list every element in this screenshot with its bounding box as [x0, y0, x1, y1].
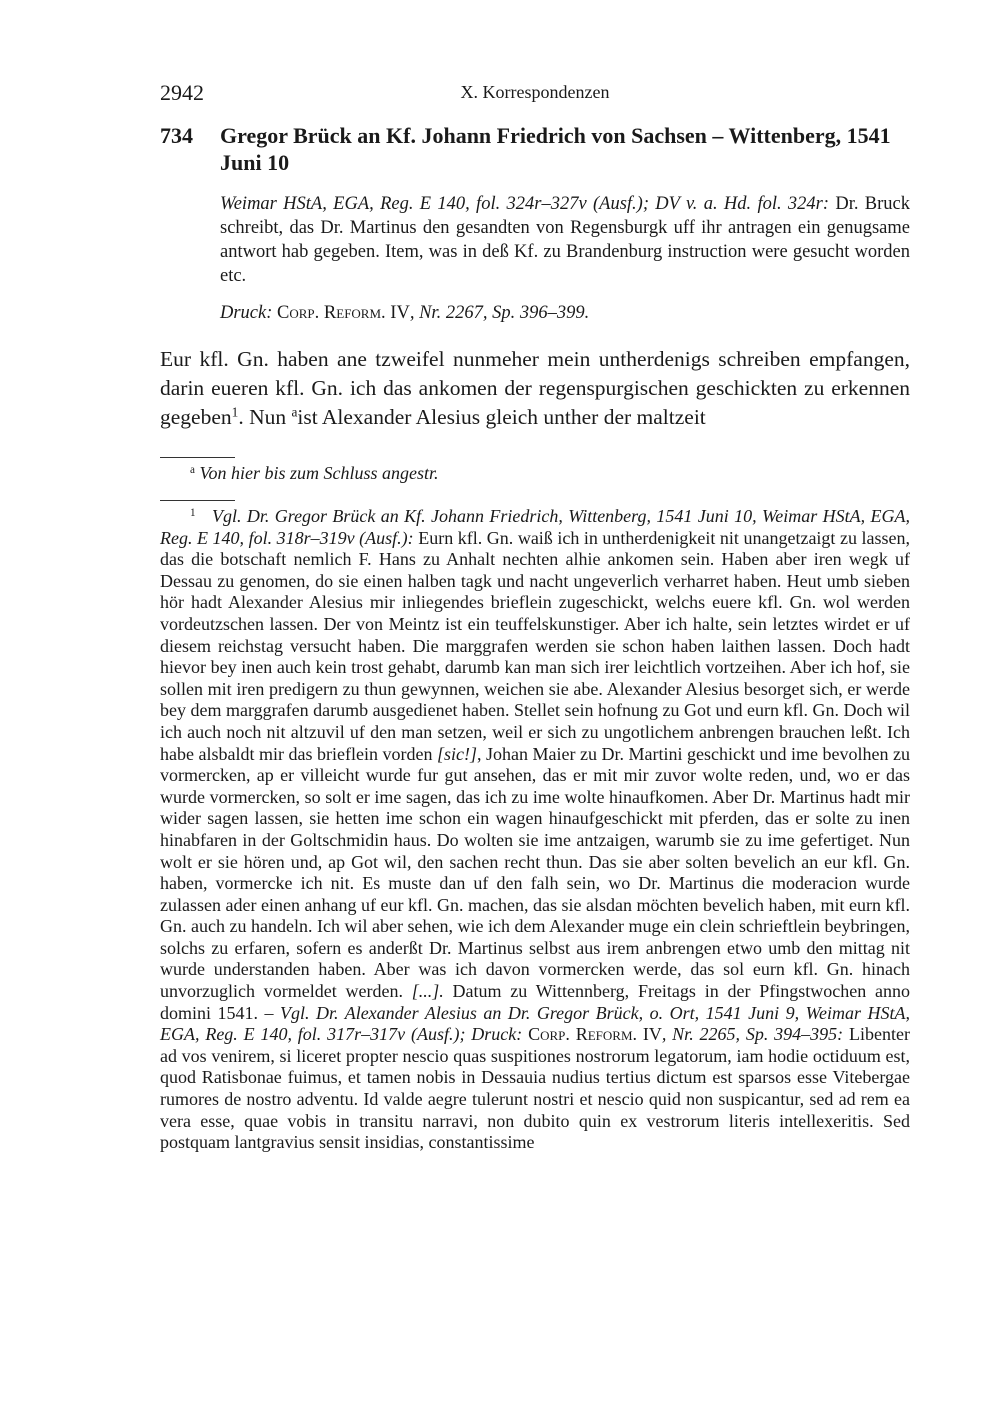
dorsal-note-text: Dr. Bruck schreibt, das Dr. Martinus den gesandten von Regensburgk uff ihr antragen ein genugsame antwort hab gegeben. Item, was in deß Kf. zu Brandenburg instruction were gesucht worden etc.: [220, 194, 910, 286]
footnote-reference: 1: [231, 404, 239, 420]
letter-text-part: Eur kfl. Gn. haben ane tzweifel nunmeher mein untherdenigs schreiben empfangen, darin eueren kfl. Gn. ich das ankomen der regenspurgischen geschickten zu erkennen gegeben: [160, 347, 910, 429]
editorial-ellipsis: [...].: [411, 981, 444, 1002]
page-number: 2942: [160, 80, 204, 105]
document-number: 734: [160, 123, 193, 148]
print-reference: [220, 301, 910, 325]
footnote-1: [160, 506, 910, 1154]
footnote-divider: [160, 457, 235, 458]
print-volume: IV: [637, 1024, 662, 1045]
print-volume: IV: [385, 303, 410, 323]
print-label: Druck:: [220, 303, 273, 323]
footnote-divider: [160, 500, 235, 501]
footnote-text: Von hier bis zum Schluss angestr.: [199, 463, 439, 483]
footnote-reference-text: Vgl. Dr. Alexander Alesius an Dr. Gregor Brück, o. Ort, 1541 Juni 9, Weimar HStA, EGA, Reg. E 140, fol. 317r–317v (Ausf.); Druck:: [160, 1002, 910, 1045]
editorial-sic: [sic!]: [436, 743, 477, 764]
variant-reference: a: [291, 404, 298, 420]
print-location: , Nr. 2267, Sp. 396–399.: [409, 303, 590, 323]
footnote-mark: 1: [190, 506, 196, 519]
footnote-reference-text: Vgl. Dr. Gregor Brück an Kf. Johann Friedrich, Wittenberg, 1541 Juni 10, Weimar HStA, EGA, Reg. E 140, fol. 318r–319v (Ausf.):: [160, 506, 910, 548]
letter-text-part: ist Alexander Alesius gleich unther der maltzeit: [297, 405, 706, 429]
print-source: Corp. Reform.: [277, 303, 386, 323]
footnote-quote: , Johan Maier zu Dr. Martini geschickt und ime bevolhen zu vormercken, ap er villeicht wurde fur gut ansehen, das er mit mir zuvor wolte reden, und, wo er das wurde vormercken, so solt er ime sagen, das ich zu ime wolte hinaufkomen. Aber Dr. Martinus hadt mir wider sagen lassen, sie hetten ime schon ein wagen hinaufgeschickt mit pferden, das er solte zu inen hinabfaren in der Goltschmidin haus. Do wolten sie ime antzaigen, warumb sie zu ime gefertiget. Nun wolt er sie hören und, ap Got wil, den sachen recht thun. Das sie aber solten bevelich an eur kfl. Gn. haben, vormercke ich nit. Es muste dan uf den falh sein, wo Dr. Martinus die moderacion wurde zulassen ader einen anhang uf eur kfl. Gn. machen, das sie alsdan möchten bevelich haben, mit eurn kfl. Gn. auch zu handeln. Ich wil aber sehen, wie ich dem Alexander muge ein clein schrieftlein beybringen, solchs zu erfaren, sofern es anderßt Dr. Martinus selbst aus irem anbrengen etwo umb den mittag nit wurde understanden haben. Aber was ich davon vormercken werde, das sol eurn kfl. Gn. hinach unvorzuglich vormeldet werden.: [160, 743, 910, 1002]
latin-quote: Libenter ad vos venirem, si liceret propter nescio quas suspitiones nostrorum legatorum, iam hodie octiduum est, quod Ratisbonae fuimus, et tamen nobis in Dessauia nudius tertius dictum est sparsos esse Vitebergae rumores de nostro adventu. Id valde aegre tulerunt nostri et nescio quid non suspicantur, sed ad rem ea vera esse, quae vobis in transitu narravi, non dubito quin ex vestrorum literis intellexeritis. Sed postquam lantgravius sensit insidias, constantissime: [160, 1024, 910, 1153]
section-title: X. Korrespondenzen: [460, 82, 610, 102]
footnote-quote: Datum zu Wittennberg, Freitags in der Pfingstwochen anno domini 1541. –: [160, 981, 910, 1023]
footnote-mark: a: [190, 463, 195, 476]
footnote-quote: Eurn kfl. Gn. waiß ich in untherdenigkeit nit unangetzaigt zu lassen, das die botschaft nemlich F. Hans zu Anhalt nechten alhie ankomen sein. Haben aber iren wegk uf Dessau zu genomen, do sie einen halben tagk und nacht ungeverlich verharret haben. Heut umb sieben hör hadt Alexander Alesius mir inliegendes brieflein zugeschickt, welchs euere kfl. Gn. wol werden vordeutzschen lassen. Der von Meintz ist ein teuffelskunstiger. Aber ich halte, sein letztes wirdet er uf diesem reichstag versucht haben. Die marggrafen werden sie schon haben laithen lassen. Doch hadt hievor bey inen auch kein trost gehabt, darumb kan man sich irer leichtlich vortzeihen. Aber ich hof, sie sollen mit iren predigern zu thun gewynnen, weichen sie abe. Alexander Alesius besorget sich, er werde bey dem marggrafen darumb ausgedienet haben. Stellet sein hofnung zu Got und eurn kfl. Gn. Doch wil ich auch noch nit altzuvil uf den man setzen, weil er sich zu ungotlichem anbrengen brauchen leßt. Ich habe alsbaldt mir das brieflein vorden: [160, 527, 910, 764]
footnote-variant: [190, 462, 910, 485]
letter-text-part: . Nun: [238, 405, 292, 429]
archival-note: [220, 192, 910, 288]
running-head: [160, 80, 910, 108]
archive-reference: Weimar HStA, EGA, Reg. E 140, fol. 324r–327v (Ausf.); DV v. a. Hd. fol. 324r:: [220, 194, 830, 214]
document-title: Gregor Brück an Kf. Johann Friedrich von Sachsen – Wittenberg, 1541 Juni 10: [220, 123, 891, 175]
letter-text: [160, 345, 910, 432]
print-source: Corp. Reform.: [522, 1024, 638, 1045]
print-location: , Nr. 2265, Sp. 394–395:: [661, 1024, 844, 1045]
